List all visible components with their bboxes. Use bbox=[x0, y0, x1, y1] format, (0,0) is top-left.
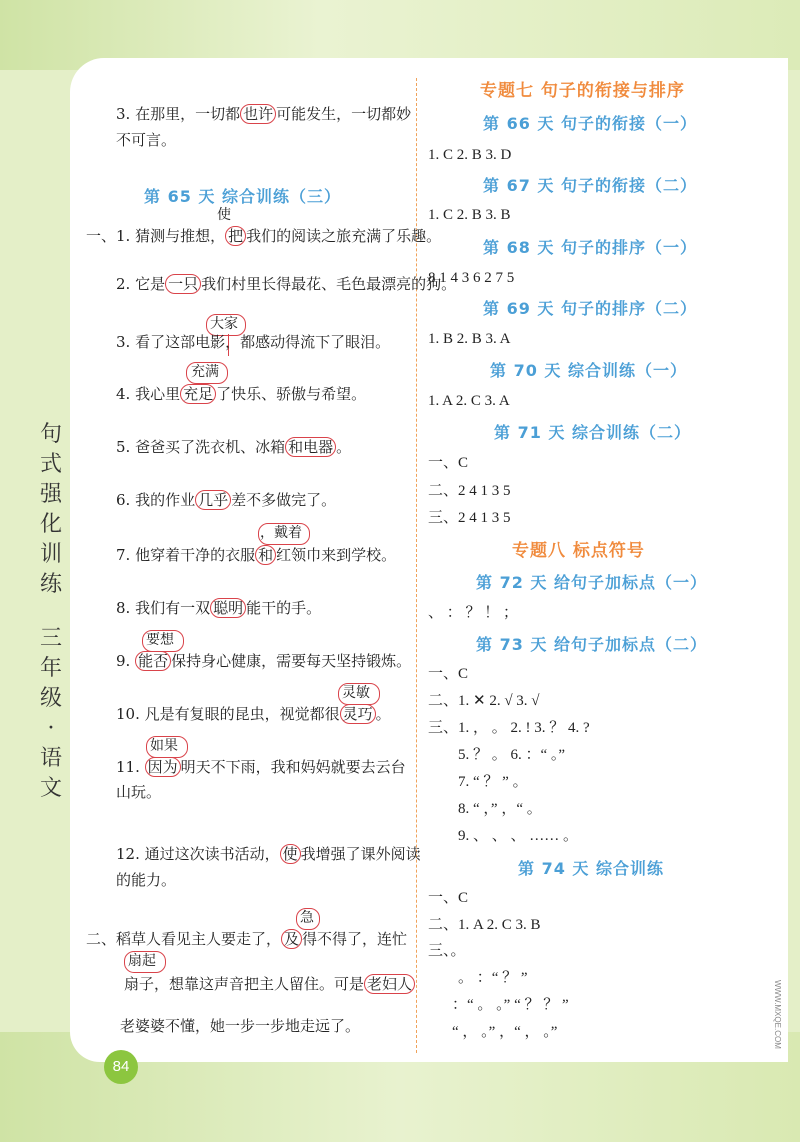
answer-sentence-12-cont: 的能力。 bbox=[116, 871, 177, 889]
text: 。 bbox=[336, 438, 352, 456]
answers-day-69: 1. B 2. B 3. A bbox=[428, 331, 511, 347]
answer-sentence-1 bbox=[86, 226, 441, 246]
sidebar-char: 化 bbox=[39, 512, 62, 537]
text: 11. bbox=[116, 758, 145, 776]
answers-day-74-part2: 二、1. A 2. C 3. B bbox=[428, 917, 541, 933]
text: 6. 我的作业 bbox=[116, 491, 196, 509]
text: 可能发生，一切都妙 bbox=[276, 105, 412, 123]
answer-sentence-2 bbox=[116, 274, 456, 294]
sidebar-char: 强 bbox=[39, 482, 62, 507]
answers-day-71-part3: 三、2 4 1 3 5 bbox=[428, 510, 511, 526]
answers-day-72: 、 ： ？ ！ ； bbox=[428, 605, 519, 621]
day-69-heading: 第 69 天 句子的排序（二） bbox=[483, 299, 697, 318]
corrected-word: 几乎 bbox=[195, 490, 231, 510]
text: 一、1. 猜测与推想， bbox=[86, 227, 226, 245]
answers-day-71-part1: 一、C bbox=[428, 455, 469, 471]
corrected-word: 也许 bbox=[240, 104, 276, 124]
sidebar-char: 年 bbox=[39, 656, 62, 681]
corrected-word: 老妇人 bbox=[364, 974, 415, 994]
answers-day-73-part3-8: 8. “ ，” ，“ 。 bbox=[458, 801, 542, 817]
answers-day-73-part3-5: 5. ？ 。 6. ：“ 。” bbox=[458, 747, 566, 763]
answers-day-74-part3-line3: ：“ 。 。” “ ？ ？ ” bbox=[452, 997, 569, 1013]
answer-sentence-9 bbox=[116, 651, 411, 671]
answers-day-74-part3: 三、。 bbox=[428, 943, 466, 959]
text: 保持身心健康，需要每天坚持锻炼。 bbox=[171, 652, 412, 670]
sidebar-char: 练 bbox=[39, 572, 62, 597]
answer-sentence-11 bbox=[116, 757, 406, 777]
answers-day-71-part2: 二、2 4 1 3 5 bbox=[428, 483, 511, 499]
answers-day-73-part2: 二、1. ✕ 2. √ 3. √ bbox=[428, 693, 540, 709]
corrected-word: 使 bbox=[280, 844, 301, 864]
text: 差不多做完了。 bbox=[231, 491, 337, 509]
text: ，想靠这声音把主人留住。可是 bbox=[154, 975, 365, 993]
text: 得不得了，连忙 bbox=[302, 930, 408, 948]
corrected-word: 和电器 bbox=[285, 437, 336, 457]
corrected-word: 能否 bbox=[135, 651, 171, 671]
text: 我增强了课外阅读 bbox=[300, 845, 421, 863]
sidebar-title bbox=[36, 420, 66, 804]
corrected-word: 扇子 bbox=[124, 975, 155, 993]
answer-sentence-11-cont: 山玩。 bbox=[116, 783, 162, 801]
sidebar-char: 级 bbox=[39, 686, 62, 711]
corrected-word: 因为 bbox=[145, 757, 181, 777]
text: 都感动得流下了眼泪。 bbox=[240, 333, 391, 351]
insert-word: 灵敏 bbox=[342, 685, 370, 701]
sidebar-char: 文 bbox=[39, 776, 62, 801]
answers-day-66: 1. C 2. B 3. D bbox=[428, 147, 512, 163]
insert-word: 使 bbox=[217, 207, 231, 223]
sidebar-char: 句 bbox=[39, 422, 62, 447]
day-66-heading: 第 66 天 句子的衔接（一） bbox=[483, 114, 697, 133]
text: 12. 通过这次读书活动， bbox=[116, 845, 280, 863]
day-65-heading: 第 65 天 综合训练（三） bbox=[144, 187, 341, 206]
page-number: 84 bbox=[104, 1050, 138, 1084]
sidebar-char: 式 bbox=[39, 452, 62, 477]
corrected-word: 和 bbox=[255, 545, 276, 565]
answers-day-70: 1. A 2. C 3. A bbox=[428, 393, 510, 409]
corrected-word: 充足 bbox=[180, 384, 216, 404]
text: 我们村里长得最花、毛色最漂亮的狗。 bbox=[201, 275, 457, 293]
day-73-heading: 第 73 天 给句子加标点（二） bbox=[476, 635, 707, 654]
text: 明天不下雨，我和妈妈就要去云台 bbox=[180, 758, 406, 776]
sidebar-char: 语 bbox=[39, 746, 62, 771]
answers-day-73-part3: 三、1. ， 。 2. ! 3. ？ 4. ? bbox=[428, 720, 590, 736]
text: 了快乐、骄傲与希望。 bbox=[216, 385, 367, 403]
answer-para-2 bbox=[86, 929, 407, 949]
day-71-heading: 第 71 天 综合训练（二） bbox=[494, 423, 691, 442]
text: 3. 在那里，一切都 bbox=[116, 105, 241, 123]
text: 红领巾来到学校。 bbox=[276, 546, 397, 564]
day-70-heading: 第 70 天 综合训练（一） bbox=[490, 361, 687, 380]
topic-8-heading: 专题八 标点符号 bbox=[512, 541, 645, 561]
answer-sentence-12 bbox=[116, 844, 421, 864]
answer-sentence-6 bbox=[116, 490, 336, 510]
sidebar-gap bbox=[36, 600, 66, 624]
answers-day-74-part3-line2: 。 ：“ ？ ” bbox=[458, 970, 528, 986]
answers-day-67: 1. C 2. B 3. B bbox=[428, 207, 511, 223]
answer-sentence-5 bbox=[116, 437, 351, 457]
sidebar-char: 三 bbox=[39, 626, 62, 651]
text: 我们的阅读之旅充满了乐趣。 bbox=[246, 227, 442, 245]
answer-line-3 bbox=[116, 104, 411, 124]
answers-day-74-part1: 一、C bbox=[428, 890, 469, 906]
insert-word: 大家 bbox=[210, 316, 238, 332]
sidebar-char: · bbox=[47, 716, 55, 741]
answers-day-73-part3-7: 7. “ ？ ” 。 bbox=[458, 774, 528, 790]
text: 。 bbox=[375, 705, 391, 723]
text: 9. bbox=[116, 652, 136, 670]
insert-word: ，戴着 bbox=[260, 525, 302, 541]
day-67-heading: 第 67 天 句子的衔接（二） bbox=[483, 176, 697, 195]
insert-word: 扇起 bbox=[128, 953, 156, 969]
text: 8. 我们有一双 bbox=[116, 599, 211, 617]
answer-sentence-10 bbox=[116, 704, 391, 724]
text: 5. 爸爸买了洗衣机、冰箱 bbox=[116, 438, 286, 456]
corrected-word: 及 bbox=[281, 929, 302, 949]
answer-sentence-7 bbox=[116, 545, 396, 565]
answers-day-68: 8 1 4 3 6 2 7 5 bbox=[428, 270, 515, 286]
day-72-heading: 第 72 天 给句子加标点（一） bbox=[476, 573, 707, 592]
text: 4. 我心里 bbox=[116, 385, 181, 403]
answer-sentence-4 bbox=[116, 384, 366, 404]
answers-day-74-part3-line4: “ ， 。” ，“ ， 。” bbox=[452, 1024, 558, 1040]
text: 2. 它是 bbox=[116, 275, 166, 293]
corrected-word: 一只 bbox=[165, 274, 201, 294]
corrected-word: 把 bbox=[225, 226, 246, 246]
insert-word: 充满 bbox=[191, 364, 219, 380]
corrected-word: 聪明 bbox=[210, 598, 246, 618]
answer-para-2-line2 bbox=[124, 974, 415, 994]
corrected-word: 灵巧 bbox=[340, 704, 376, 724]
sidebar-char: 训 bbox=[39, 542, 62, 567]
answers-day-73-part1: 一、C bbox=[428, 666, 469, 682]
answers-day-73-part3-9: 9. 、 、 、 …… 。 bbox=[458, 828, 579, 844]
day-74-heading: 第 74 天 综合训练 bbox=[518, 859, 664, 878]
topic-7-heading: 专题七 句子的衔接与排序 bbox=[480, 81, 685, 101]
day-68-heading: 第 68 天 句子的排序（一） bbox=[483, 238, 697, 257]
edge-watermark: WWW.MXQE.COM bbox=[773, 980, 782, 1049]
insert-word: 要想 bbox=[146, 632, 174, 648]
answer-sentence-3 bbox=[116, 332, 390, 352]
text: 二、稻草人看见主人要走了， bbox=[86, 930, 282, 948]
insert-word: 如果 bbox=[150, 738, 178, 754]
insert-word: 急 bbox=[300, 910, 314, 926]
text: 能干的手。 bbox=[246, 599, 322, 617]
text: 10. 凡是有复眼的昆虫，视觉都很 bbox=[116, 705, 340, 723]
answer-sentence-8 bbox=[116, 598, 321, 618]
answer-para-2-line3: 老婆婆不懂，她一步一步地走远了。 bbox=[120, 1017, 361, 1035]
answer-line-3-cont: 不可言。 bbox=[116, 131, 177, 149]
column-divider bbox=[416, 78, 417, 1053]
text: 7. 他穿着干净的衣服 bbox=[116, 546, 256, 564]
text: 3. 看了这部电影， bbox=[116, 333, 241, 351]
